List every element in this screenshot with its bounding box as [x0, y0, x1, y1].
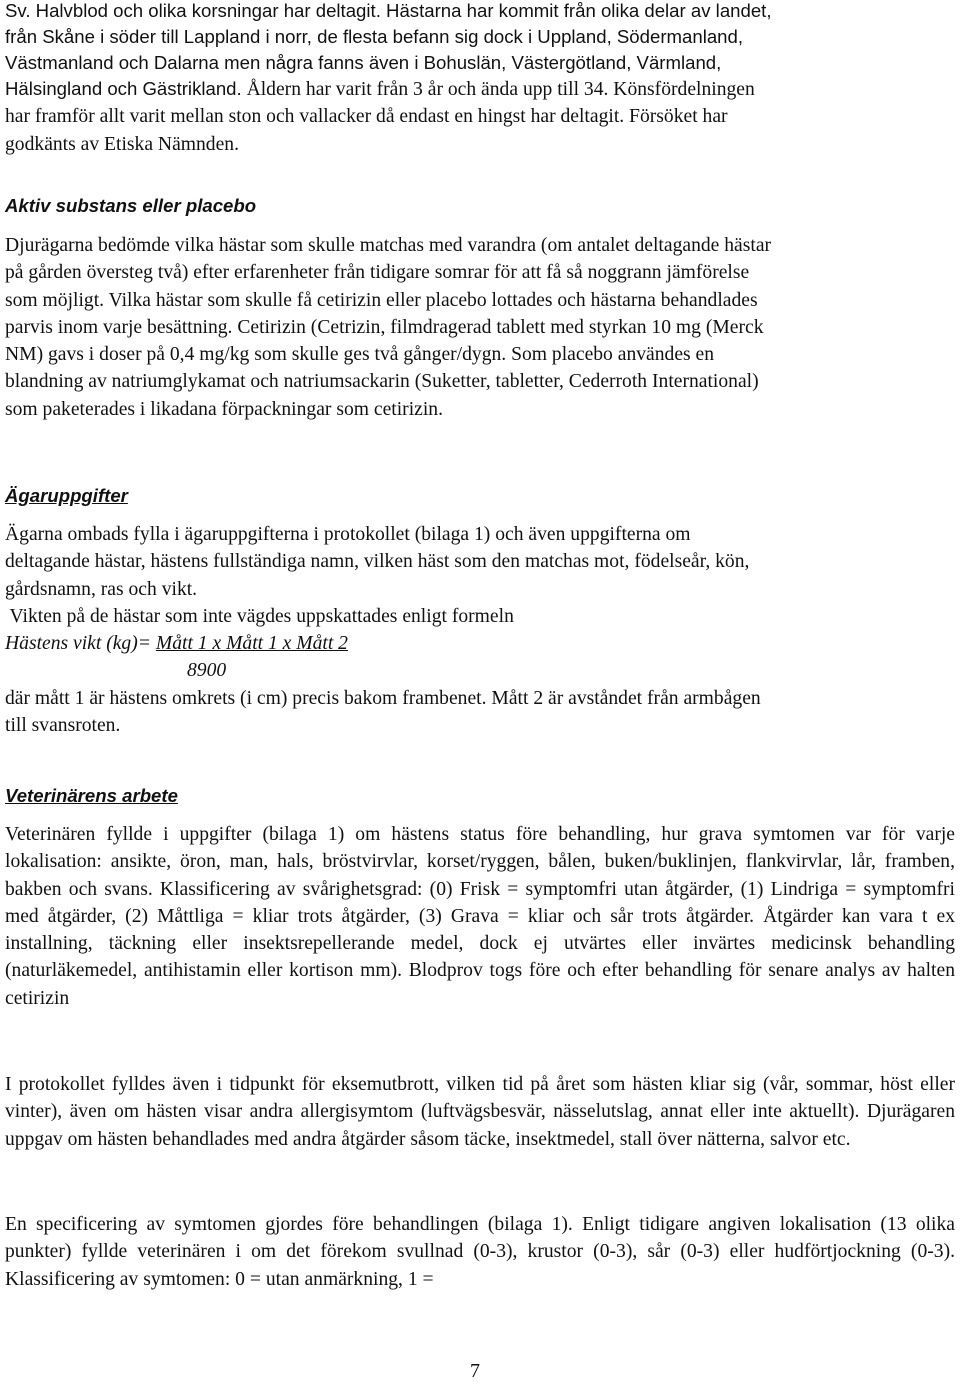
body-line: som möjligt. Vilka hästar som skulle få cetirizin eller placebo lottades och hästarna behandlades [5, 289, 758, 311]
body-line: på gården översteg två) efter erfarenheter från tidigare somrar för att få så noggrann jämförelse [5, 262, 750, 284]
body-line: Ägarna ombads fylla i ägaruppgifterna i protokollet (bilaga 1) och även uppgifterna om [5, 524, 691, 545]
intro-line: godkänts av Etiska Nämnden. [5, 133, 239, 155]
body-line: deltagande hästar, hästens fullständiga namn, vilken häst som den matchas mot, födelseår, kön, [5, 551, 750, 573]
formula-numerator: Mått 1 x Mått 1 x Mått 2 [155, 633, 348, 655]
body-line: Vikten på de hästar som inte vägdes uppskattades enligt formeln [5, 605, 514, 627]
section-heading-vet: Veterinärens arbete [5, 785, 178, 806]
formula-label: Hästens vikt (kg)= [5, 633, 156, 655]
body-line: där mått 1 är hästens omkrets (i cm) precis bakom frambenet. Mått 2 är avståndet från armbågen [5, 687, 761, 709]
body-line: blandning av natriumglykamat och natriumsackarin (Suketter, tabletter, Cederroth International) [5, 371, 759, 393]
intro-text: har framför allt varit mellan ston och vallacker då endast en hingst har deltagit. [5, 106, 625, 128]
section-heading-active: Aktiv substans eller placebo [5, 195, 257, 216]
intro-line [5, 103, 955, 130]
page-number: 7 [470, 1360, 480, 1382]
intro-text: Könsfördelningen [608, 79, 755, 100]
vet-paragraph-3: En specificering av symtomen gjordes före behandlingen (bilaga 1). Enligt tidigare angiven lokalisation (13 olika punkter) fyllde veterinären i om det förekom svullnad (0-3), krustor (0-3), sår (0-3) eller hudförtjockning (0-3). Klassificering av symtomen: 0 = utan anmärkning, 1 = [5, 1214, 955, 1290]
intro-text: Åldern har varit från 3 år och ända upp till 34. [241, 79, 609, 100]
body-line: NM) gavs i doser på 0,4 mg/kg som skulle ges två gånger/dygn. Som placebo användes en [5, 344, 715, 366]
intro-line [5, 76, 955, 103]
body-line: gårdsnamn, ras och vikt. [5, 578, 198, 600]
section-active-body [5, 232, 955, 423]
intro-text: Hälsingland och Gästrikland. [5, 78, 242, 99]
vet-paragraph-2: I protokollet fylldes även i tidpunkt för eksemutbrott, vilken tid på året som hästen kliar sig (vår, sommar, höst eller vinter), även om hästen visar andra allergisymtom (luftvägsbesvär, nässelutslag, annat eller inte aktuellt). Djurägaren uppgav om hästen behandlades med andra åtgärder såsom täcke, insektmedel, stall över nätterna, salvor etc. [5, 1074, 955, 1150]
body-line: till svansroten. [5, 715, 121, 737]
intro-line: från Skåne i söder till Lappland i norr, de flesta befann sig dock i Uppland, Södermanland, [5, 26, 744, 47]
weight-formula [5, 630, 955, 657]
body-line: Djurägarna bedömde vilka hästar som skulle matchas med varandra (om antalet deltagande hästar [5, 235, 772, 256]
vet-paragraph-1: Veterinären fyllde i uppgifter (bilaga 1) om hästens status före behandling, hur grava symtomen var för varje lokalisation: ansikte, öron, man, hals, bröstvirvlar, korset/ryggen, bålen, buken/buklinjen, flankvirvlar, lår, framben, bakben och svans. Klassificering av svårighetsgrad: (0) Frisk = symptomfri utan åtgärder, (1) Lindriga = symptomfri med åtgärder, (2) Måttliga = kliar trots åtgärder, (3) Grava = kliar och sår trots åtgärder. Åtgärder kan vara t ex installning, täckning eller insektsrepellerande medel, dock ej utvärtes eller invärtes medicinsk behandling (naturläkemedel, antihistamin eller kortison mm). Blodprov togs före och efter behandling för senare analys av halten cetirizin [5, 824, 955, 1009]
formula-denominator: 8900 [187, 660, 227, 682]
intro-paragraph [5, 0, 955, 158]
body-line: parvis inom varje besättning. Cetirizin (Cetrizin, filmdragerad tablett med styrkan 10 mg (Merck [5, 316, 764, 338]
intro-line: Västmanland och Dalarna men några fanns även i Bohuslän, Västergötland, Värmland, [5, 52, 722, 73]
section-heading-owner: Ägaruppgifter [5, 485, 128, 506]
section-owner-body [5, 521, 955, 739]
body-line: som paketerades i likadana förpackningar som cetirizin. [5, 398, 443, 420]
intro-line: Sv. Halvblod och olika korsningar har deltagit. Hästarna har kommit från olika delar av landet, [5, 0, 772, 21]
intro-text: Försöket har [624, 106, 728, 128]
